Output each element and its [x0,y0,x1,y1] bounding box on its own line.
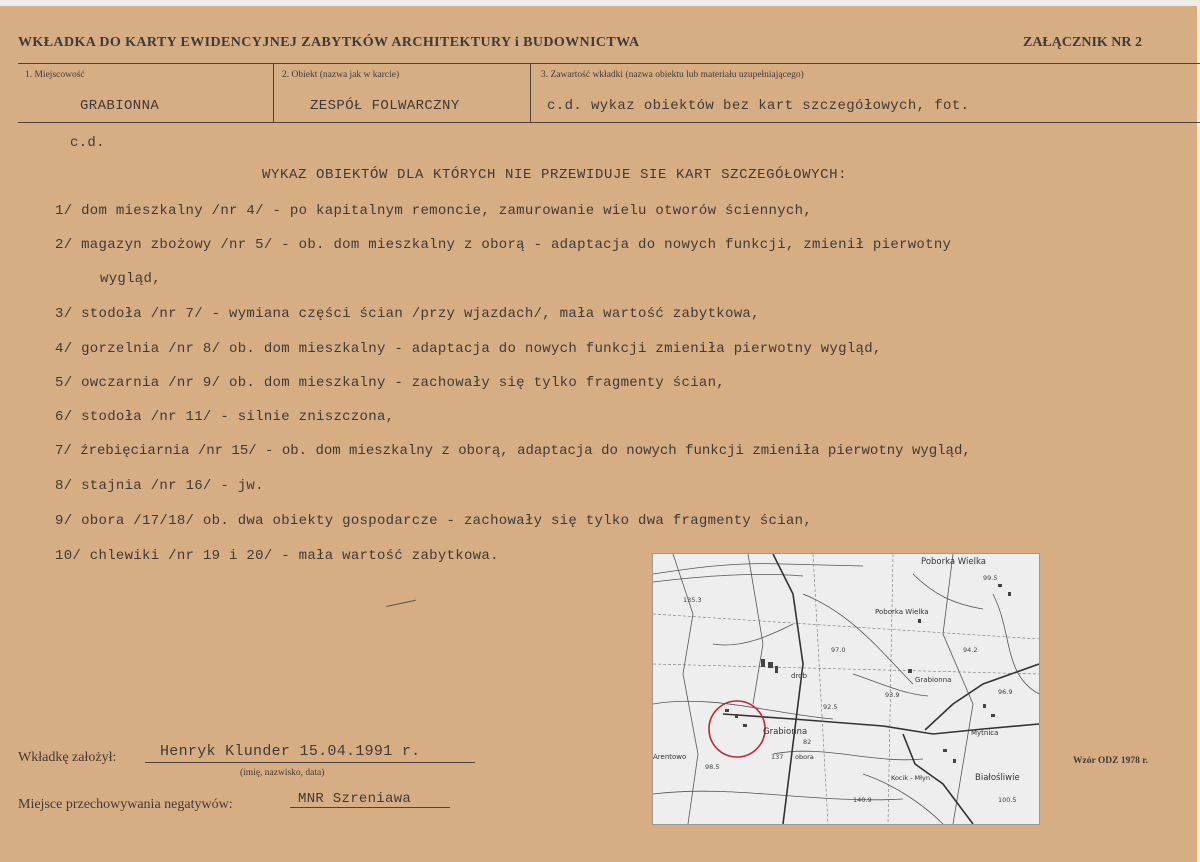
storage-value: MNR Szreniawa [298,791,412,807]
map-label: Grabionna [763,727,808,737]
page-top-edge [0,0,1200,6]
map-label: Grabionna [915,676,952,684]
list-item: 7/ źrebięciarnia /nr 15/ - ob. dom mieszkalny z oborą, adaptacja do nowych funkcji zmieniła pierwotny wygląd, [55,443,971,459]
list-heading: WYKAZ OBIEKTÓW DLA KTÓRYCH NIE PRZEWIDUJE SIE KART SZCZEGÓŁOWYCH: [262,167,848,183]
elevation-label: 100.5 [998,796,1017,804]
elevation-label: 92.5 [823,703,838,711]
map-label: Mytnica [971,729,999,737]
location-map [652,553,1040,825]
list-item: 1/ dom mieszkalny /nr 4/ - po kapitalnym remoncie, zamurowanie wielu otworów ściennych, [55,203,813,219]
list-item: 5/ owczarnia /nr 9/ ob. dom mieszkalny - zachowały się tylko fragmenty ścian, [55,375,726,391]
content-value: c.d. wykaz obiektów bez kart szczegółowych, fot. [547,98,970,114]
content-label: 3. Zawartość wkładki (nazwa obiektu lub materiału uzupełniającego) [541,70,804,80]
annex-number: ZAŁĄCZNIK NR 2 [1022,35,1142,50]
object-label: 2. Obiekt (nazwa jak w karcie) [282,70,400,80]
elevation-label: 93.9 [885,691,900,699]
storage-label: Miejsce przechowywania negatywów: [18,797,233,812]
author-label: Wkładkę założył: [18,750,117,765]
object-value: ZESPÓŁ FOLWARCZNY [310,98,460,114]
map-label: drob [791,672,807,680]
elevation-label: 140.9 [853,796,872,804]
list-item: 6/ stodoła /nr 11/ - silnie zniszczona, [55,409,395,425]
list-item: 10/ chlewiki /nr 19 i 20/ - mała wartość zabytkowa. [55,548,499,564]
elevation-label: 135.3 [683,596,702,604]
map-drawing [653,554,1039,824]
elevation-label: 96.9 [998,688,1013,696]
list-item: 3/ stodoła /nr 7/ - wymiana części ścian /przy wjazdach/, mała wartość zabytkowa, [55,306,760,322]
elevation-label: 97.0 [831,646,846,654]
header-divider [18,63,1200,64]
elevation-label: 99.5 [983,574,998,582]
storage-underline [290,807,450,808]
map-label: Białośliwie [975,773,1020,783]
map-label: Poborka Wielka [875,608,929,616]
field-separator-1 [273,64,274,122]
list-item: 2/ magazyn zbożowy /nr 5/ - ob. dom mieszkalny z oborą - adaptacja do nowych funkcji, zmienił pierwotny [55,237,952,253]
locality-value: GRABIONNA [80,98,160,114]
elevation-label: 82 [803,738,812,746]
map-label: obora [795,753,814,761]
list-item: 4/ gorzelnia /nr 8/ ob. dom mieszkalny - adaptacja do nowych funkcji zmieniła pierwotny wygląd, [55,341,882,357]
form-model: Wzór ODZ 1978 r. [1073,756,1148,766]
map-label: Arentowo [653,753,687,761]
field-separator-2 [530,64,531,122]
fields-divider [18,122,1200,123]
author-hint: (imię, nazwisko, data) [240,768,325,778]
locality-label: 1. Miejscowość [25,70,85,80]
map-label: Poborka Wielka [921,557,986,567]
list-item: 8/ stajnia /nr 16/ - jw. [55,478,264,494]
continued-note: c.d. [70,135,105,151]
map-label: Kocik - Młyn [891,774,930,782]
list-item-continuation: wygląd, [100,271,161,287]
elevation-label: 98.5 [705,763,720,771]
pen-stroke [384,590,416,607]
author-value: Henryk Klunder 15.04.1991 r. [160,743,421,760]
elevation-label: 94.2 [963,646,978,654]
author-underline [145,762,475,763]
list-item: 9/ obora /17/18/ ob. dwa obiekty gospodarcze - zachowały się tylko dwa fragmenty ścian, [55,513,813,529]
elevation-label: 137 [771,753,784,761]
form-title: WKŁADKA DO KARTY EWIDENCYJNEJ ZABYTKÓW ARCHITEKTURY i BUDOWNICTWA [18,35,640,50]
